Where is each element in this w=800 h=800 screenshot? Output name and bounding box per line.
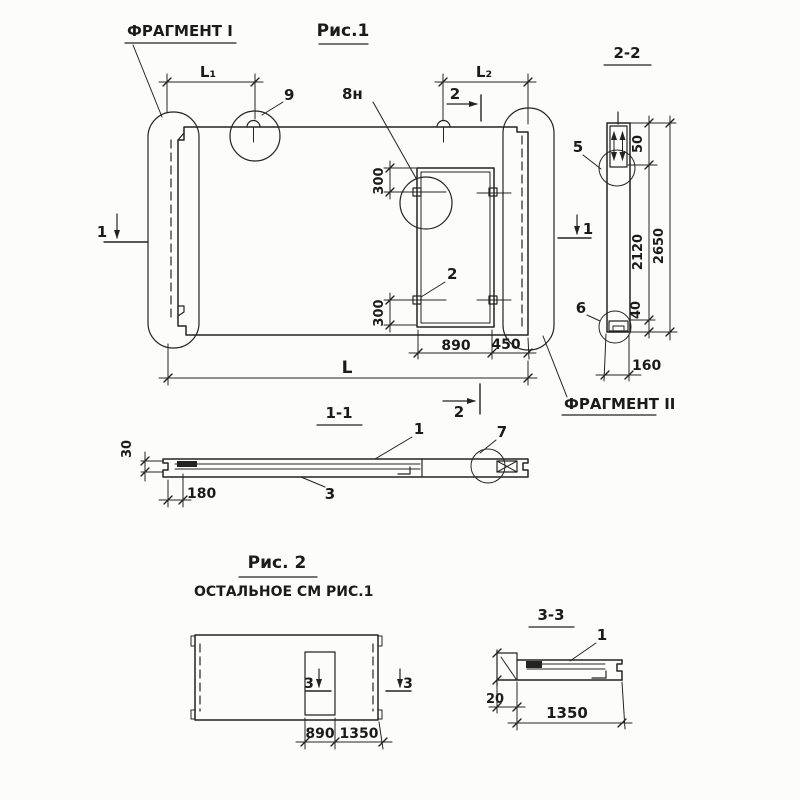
svg-text:2: 2 [453,403,465,421]
fig2-panel-outline [195,635,378,720]
svg-text:L₁: L₁ [199,63,217,81]
svg-text:50: 50 [631,134,646,154]
sec22-title: 2-2 [613,44,641,62]
svg-text:1: 1 [582,220,594,238]
panel-left-edge-notch [178,306,184,316]
section-marker-2-top [447,85,481,121]
panel-left-top-step [178,133,184,140]
dim-300-bottom [372,293,416,332]
svg-text:890: 890 [441,338,471,354]
svg-text:1: 1 [96,223,108,241]
callout-9: 9 [284,86,295,104]
callout-3-leader [301,477,325,487]
fig2-plan-view [191,553,413,749]
sec22-bottom-embed [609,321,628,331]
svg-text:2120: 2120 [631,233,646,271]
svg-text:3: 3 [304,676,314,692]
fragment1-leader [133,45,162,117]
callout-1: 1 [413,420,425,438]
fragment1-label: ФРАГМЕНТ I [127,22,233,40]
detail-circle-8n [400,177,452,229]
callout-5-leader [583,155,601,169]
fragment1-capsule [148,112,199,348]
opening-clips [404,188,511,304]
sec11-left-embed [177,461,197,467]
section-marker-2-bottom [443,384,480,421]
callout-2-leader [421,282,445,297]
dim-180 [159,474,216,507]
callout-9-leader [262,102,283,115]
section-3-3-view [486,606,632,730]
svg-text:L: L [341,358,353,378]
svg-text:30: 30 [120,439,135,459]
lifting-loop-left [247,121,260,143]
svg-text:2: 2 [449,85,461,103]
dim-30 [120,440,163,481]
svg-text:L₂: L₂ [475,63,493,81]
panel-outline [178,127,528,335]
detail-circle-6 [599,311,631,343]
svg-text:160: 160 [632,358,662,374]
callout-5: 5 [572,138,584,156]
svg-text:3: 3 [403,676,413,692]
sec33-title: 3-3 [537,606,565,624]
svg-text:180: 180 [187,486,217,502]
fragment2-label: ФРАГМЕНТ II [564,395,676,413]
sec22-top-embed [610,112,627,167]
svg-text:1350: 1350 [546,704,588,722]
sec11-title: 1-1 [325,404,353,422]
lifting-loop-right [437,121,450,143]
fig2-title: Рис. 2 [247,553,307,573]
callout-8n: 8н [342,85,363,103]
fig1-title: Рис.1 [316,21,370,41]
sec11-bar-hook [398,467,410,474]
svg-text:300: 300 [372,299,387,327]
section-marker-3-left [304,669,331,692]
detail-circle-7 [471,449,505,483]
section-marker-3-right [386,669,413,692]
svg-text:2650: 2650 [652,227,667,265]
sec33-callout-1: 1 [596,626,608,644]
fig2-corner-notches [191,636,382,719]
svg-text:450: 450 [491,337,521,353]
section-marker-1-right [558,215,593,238]
callout-6-leader [587,315,600,321]
sec11-right-embed [497,461,517,472]
callout-6: 6 [575,299,587,317]
svg-text:1350: 1350 [339,726,379,742]
svg-text:300: 300 [372,167,387,195]
callout-2: 2 [447,265,458,283]
svg-text:20: 20 [486,692,505,707]
section-1-1-view [120,404,528,507]
dim-1350-sec33 [508,682,632,729]
svg-text:40: 40 [629,300,644,320]
sec33-slab [493,649,622,686]
callout-7-leader [480,440,496,453]
callout-1-leader [375,437,412,459]
fragment2-leader [543,336,567,397]
fig2-note: ОСТАЛЬНОЕ СМ РИС.1 [194,584,374,600]
svg-text:890: 890 [305,726,335,742]
dim-L [159,344,537,385]
dim-L1 [159,63,263,119]
sec33-callout-1-leader [570,643,596,661]
callout-3: 3 [324,485,336,503]
fig2-dims [296,718,392,749]
section-marker-1-left [97,214,148,242]
section-2-2-view [558,44,677,381]
callout-7: 7 [496,423,508,441]
